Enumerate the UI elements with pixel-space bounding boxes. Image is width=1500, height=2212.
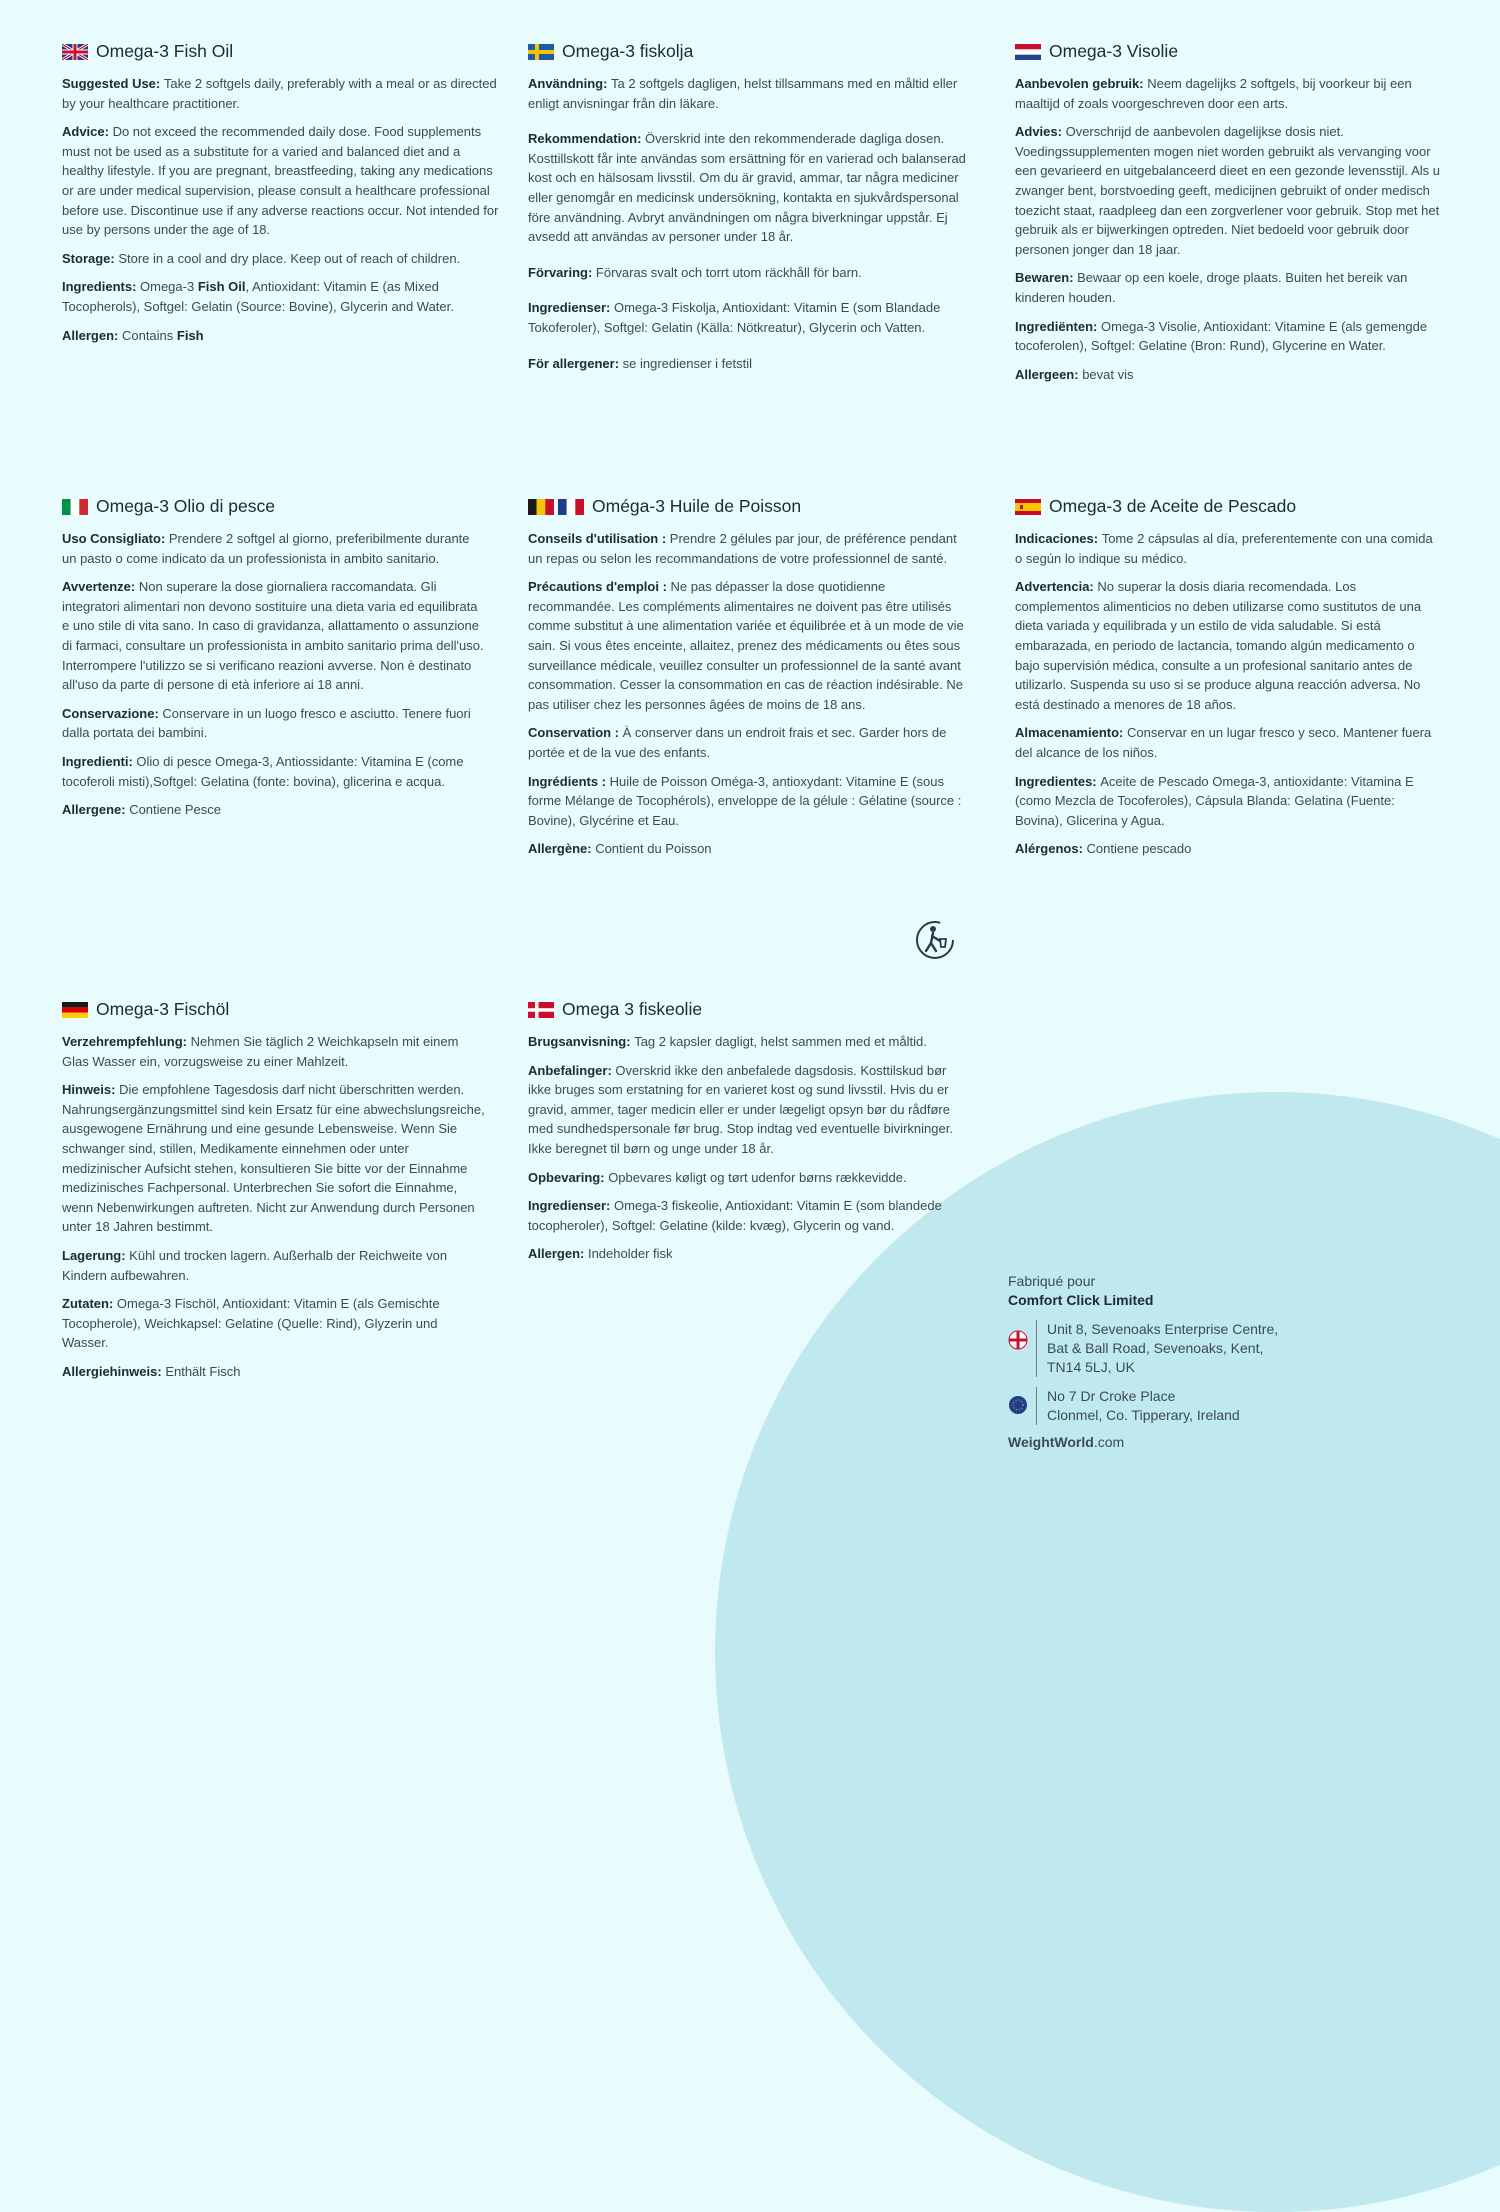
section-title (62, 40, 502, 62)
advice-paragraph: Rekommendation: Överskrid inte den rekommenderade dagliga dosen. Kosttillskott får inte användas som ersättning för en varierad och balanserad kost och en hälsosam livsstil. Om du är gravid, ammar, tar några mediciner eller genomgår en medicinsk undersökning, kontakta en sjukvårdspersonal före användning. Avbryt användningen om några biverkningar uppstår. Ej avsedd att användas av personer under 18 år. (528, 131, 966, 245)
use-paragraph: Suggested Use: Take 2 softgels daily, preferably with a meal or as directed by your healthcare practitioner. (62, 76, 497, 111)
title-text: Omega-3 Fish Oil (96, 41, 234, 61)
ingredients-paragraph: Ingrédients : Huile de Poisson Oméga-3, antioxydant: Vitamine E (sous forme Mélange de Tocophérols), enveloppe de la gélule : Gélatine (source : Bovine), Glycérine et Eau. (528, 773, 962, 828)
ireland-address (1008, 1387, 1278, 1425)
ingredients-paragraph: Ingredientes: Aceite de Pescado Omega-3, antioxidante: Vitamina E (como Mezcla de Tocoferoles), Cápsula Blanda: Gelatina (Fuente: Bovina), Glicerina y Agua. (1015, 773, 1414, 828)
advice-paragraph: Précautions d'emploi : Ne pas dépasser la dose quotidienne recommandée. Les compléments alimentaires ne doivent pas être utilisés comme substitut à une alimentation variée et équilibrée et à un mode de vie sain. Si vous êtes enceinte, allaitez, prenez des médicaments ou êtes sous surveillance médicale, veuillez consulter un professionnel de la santé avant consommation. Cesser la consommation en cas de réaction indésirable. Ne pas utiliser chez les personnes âgées de moins de 18 ans. (528, 579, 964, 712)
storage-paragraph: Lagerung: Kühl und trocken lagern. Außerhalb der Reichweite von Kindern aufbewahren. (62, 1247, 448, 1283)
denmark-flag-icon (528, 1001, 554, 1017)
ingredients-paragraph: Ingredienti: Olio di pesce Omega-3, Antiossidante: Vitamina E (come tocoferoli misti),Softgel: Gelatina (fonte: bovina), glicerina e acqua. (62, 753, 464, 789)
section-german (62, 998, 487, 1391)
title-text: Oméga-3 Huile de Poisson (592, 496, 802, 516)
ingredients-paragraph: Ingredienser: Omega-3 Fiskolja, Antioxidant: Vitamin E (som Blandade Tokoferoler), Softgel: Gelatin (Källa: Nötkreatur), Glycerin och Vatten. (528, 300, 941, 335)
title-text: Omega-3 Olio di pesce (96, 496, 275, 516)
advice-paragraph: Advies: Overschrijd de aanbevolen dagelijkse dosis niet. Voedingssupplementen mogen niet worden gebruikt als vervanging voor een gevarieerd en uitgebalanceerd dieet en een gezonde levensstijl. Als u zwanger bent, borstvoeding geeft, medicijnen gebruikt of onder medisch toezicht staat, raadpleeg dan een zorgverlener voor gebruik. Stop met het gebruik als er bijwerkingen optreden. Niet bedoeld voor gebruik door personen jonger dan 18 jaar. (1015, 124, 1440, 257)
uk-address-line: TN14 5LJ, UK (1047, 1359, 1135, 1375)
recycle-person-icon (912, 917, 958, 963)
allergen-paragraph: Allergen: Contains Fish (62, 327, 204, 343)
storage-paragraph: Förvaring: Förvaras svalt och torrt utom räckhåll för barn. (528, 264, 862, 280)
title-text: Omega 3 fiskeolie (562, 999, 703, 1019)
uk-address (1008, 1320, 1278, 1377)
advice-paragraph: Advertencia: No superar la dosis diaria recomendada. Los complementos alimenticios no deben utilizarse como sustitutos de una dieta variada y equilibrada y un estilo de vida saludable. Si está embarazada, en periodo de lactancia, tomando algún medicamento o bajo supervisión médica, consulte a un profesional sanitario antes de utilizarlo. Suspenda su uso si se produce alguna reacción adversa. No está destinado a menores de 18 años. (1015, 579, 1422, 712)
section-title (1015, 40, 1440, 62)
allergen-paragraph: Allergen: Indeholder fisk (528, 1246, 673, 1262)
ingredients-paragraph: Ingredienser: Omega-3 fiskeolie, Antioxidant: Vitamin E (som blandede tocopheroler), Softgel: Gelatine (kilde: kvæg), Glycerin og vand. (528, 1198, 942, 1233)
storage-paragraph: Bewaren: Bewaar op een koele, droge plaats. Buiten het bereik van kinderen houden. (1015, 270, 1408, 305)
section-title (62, 495, 487, 517)
section-title (528, 495, 973, 517)
use-paragraph: Aanbevolen gebruik: Neem dagelijks 2 softgels, bij voorkeur bij een maaltijd of zoals voorgeschreven door een arts. (1015, 76, 1412, 111)
allergen-paragraph: Allergene: Contiene Pesce (62, 802, 221, 818)
uk-address-line: Bat & Ball Road, Sevenoaks, Kent, (1047, 1340, 1264, 1356)
title-text: Omega-3 Fischöl (96, 999, 230, 1019)
storage-paragraph: Almacenamiento: Conservar en un lugar fresco y seco. Mantener fuera del alcance de los niños. (1015, 725, 1432, 760)
storage-paragraph: Storage: Store in a cool and dry place. Keep out of reach of children. (62, 250, 461, 266)
use-paragraph: Indicaciones: Tome 2 cápsulas al día, preferentemente con una comida o según lo indique su médico. (1015, 531, 1433, 566)
eu-flag-icon (1008, 1395, 1028, 1420)
allergen-paragraph: Allergiehinweis: Enthält Fisch (62, 1363, 241, 1379)
ingredients-paragraph: Ingredients: Omega-3 Fish Oil, Antioxidant: Vitamin E (as Mixed Tocopherols), Softgel: Gelatin (Source: Bovine), Glycerin and Water. (62, 279, 454, 314)
section-title (528, 40, 973, 62)
title-text: Omega-3 Visolie (1049, 41, 1179, 61)
section-english (62, 40, 502, 354)
use-paragraph: Brugsanvisning: Tag 2 kapsler dagligt, helst sammen med et måltid. (528, 1034, 927, 1049)
uk-flag-icon (1008, 1330, 1028, 1355)
section-danish (528, 998, 963, 1273)
made-for-label: Fabriqué pour (1008, 1273, 1096, 1289)
use-paragraph: Uso Consigliato: Prendere 2 softgel al giorno, preferibilmente durante un pasto o come indicato da un professionista in ambito sanitario. (62, 531, 470, 566)
storage-paragraph: Conservazione: Conservare in un luogo fresco e asciutto. Tenere fuori dalla portata dei bambini. (62, 705, 471, 741)
section-swedish (528, 40, 973, 382)
france-flag-icon (558, 498, 584, 514)
title-text: Omega-3 fiskolja (562, 41, 694, 61)
advice-paragraph: Hinweis: Die empfohlene Tagesdosis darf nicht überschritten werden. Nahrungsergänzungsmittel sind kein Ersatz für eine abwechslungsreiche, ausgewogene Ernährung und eine gesunde Lebensweise. Wenn Sie schwanger sind, stillen, Medikamente einnehmen oder unter medizinischer Aufsicht stehen, konsultieren Sie bitte vor der Einnahme medizinisches Fachpersonal. Unterbrechen Sie sofort die Einnahme, wenn Nebenwirkungen auftreten. Nicht zur Anwendung durch Personen unter 18 Jahren bestimmt. (62, 1082, 485, 1235)
use-paragraph: Verzehrempfehlung: Nehmen Sie täglich 2 Weichkapseln mit einem Glas Wasser ein, vorzugsweise zu einer Mahlzeit. (62, 1034, 459, 1069)
sweden-flag-icon (528, 43, 554, 59)
spain-flag-icon (1015, 498, 1041, 514)
section-title (1015, 495, 1440, 517)
uk-address-line: Unit 8, Sevenoaks Enterprise Centre, (1047, 1321, 1279, 1337)
section-spanish (1015, 495, 1440, 868)
ingredients-paragraph: Zutaten: Omega-3 Fischöl, Antioxidant: Vitamin E (als Gemischte Tocopherole), Weichkapsel: Gelatine (Quelle: Rind), Glyzerin und Wasser. (62, 1296, 440, 1351)
use-paragraph: Användning: Ta 2 softgels dagligen, helst tillsammans med en måltid eller enligt anvisningar från din läkare. (528, 76, 958, 111)
website-link[interactable]: WeightWorld.com (1008, 1434, 1125, 1450)
section-title (62, 998, 487, 1020)
netherlands-flag-icon (1015, 43, 1041, 59)
storage-paragraph: Conservation : À conserver dans un endroit frais et sec. Garder hors de portée et de la vue des enfants. (528, 725, 947, 760)
advice-paragraph: Anbefalinger: Overskrid ikke den anbefalede dagsdosis. Kosttilskud bør ikke bruges som erstatning for en varieret kost og sund livsstil. Hvis du er gravid, ammer, tager medicin eller er under lægeligt opsyn bør du rådføre med sundhedspersonale før brug. Stop indtag ved eventuelle bivirkninger. Ikke beregnet til børn og unge under 18 år. (528, 1062, 953, 1156)
title-text: Omega-3 de Aceite de Pescado (1049, 496, 1297, 516)
company-name: Comfort Click Limited (1008, 1292, 1154, 1308)
germany-flag-icon (62, 1001, 88, 1017)
advice-paragraph: Avvertenze: Non superare la dose giornaliera raccomandata. Gli integratori alimentari non devono sostituire una dieta varia ed equilibrata e uno stile di vita sano. In caso di gravidanza, allattamento o assunzione di farmaci, consultare un professionista in ambito sanitario prima dell'uso. Interrompere l'utilizzo se si verificano reazioni avverse. Non è destinato all'uso da parte di persone di età inferiore ai 18 anni. (62, 579, 484, 693)
ireland-address-line: Clonmel, Co. Tipperary, Ireland (1047, 1407, 1240, 1423)
ingredients-paragraph: Ingrediënten: Omega-3 Visolie, Antioxidant: Vitamine E (als gemengde tocoferolen), Softgel: Gelatine (Bron: Rund), Glycerine en Water. (1015, 318, 1428, 354)
use-paragraph: Conseils d'utilisation : Prendre 2 gélules par jour, de préférence pendant un repas ou selon les recommandations de votre professionnel de santé. (528, 531, 957, 566)
allergen-paragraph: Alérgenos: Contiene pescado (1015, 841, 1192, 857)
belgium-france-flags-icon (528, 498, 584, 514)
advice-paragraph: Advice: Do not exceed the recommended daily dose. Food supplements must not be used as a substitute for a varied and balanced diet and a healthy lifestyle. If you are pregnant, breastfeeding, taking any medications or are under medical supervision, please consult a healthcare professional before use. Discontinue use if any adverse reactions occur. Not intended for use by persons under the age of 18. (62, 124, 499, 238)
italy-flag-icon (62, 498, 88, 514)
section-dutch (1015, 40, 1440, 393)
section-title (528, 998, 963, 1020)
uk-flag-icon (62, 43, 88, 59)
storage-paragraph: Opbevaring: Opbevares køligt og tørt udenfor børns rækkevidde. (528, 1169, 907, 1185)
manufacturer-info (1008, 1272, 1278, 1452)
allergen-paragraph: För allergener: se ingredienser i fetstil (528, 355, 752, 371)
allergen-paragraph: Allergeen: bevat vis (1015, 366, 1134, 382)
section-french (528, 495, 973, 868)
allergen-paragraph: Allergène: Contient du Poisson (528, 841, 712, 857)
section-italian (62, 495, 487, 829)
ireland-address-line: No 7 Dr Croke Place (1047, 1388, 1176, 1404)
belgium-flag-icon (528, 498, 554, 514)
